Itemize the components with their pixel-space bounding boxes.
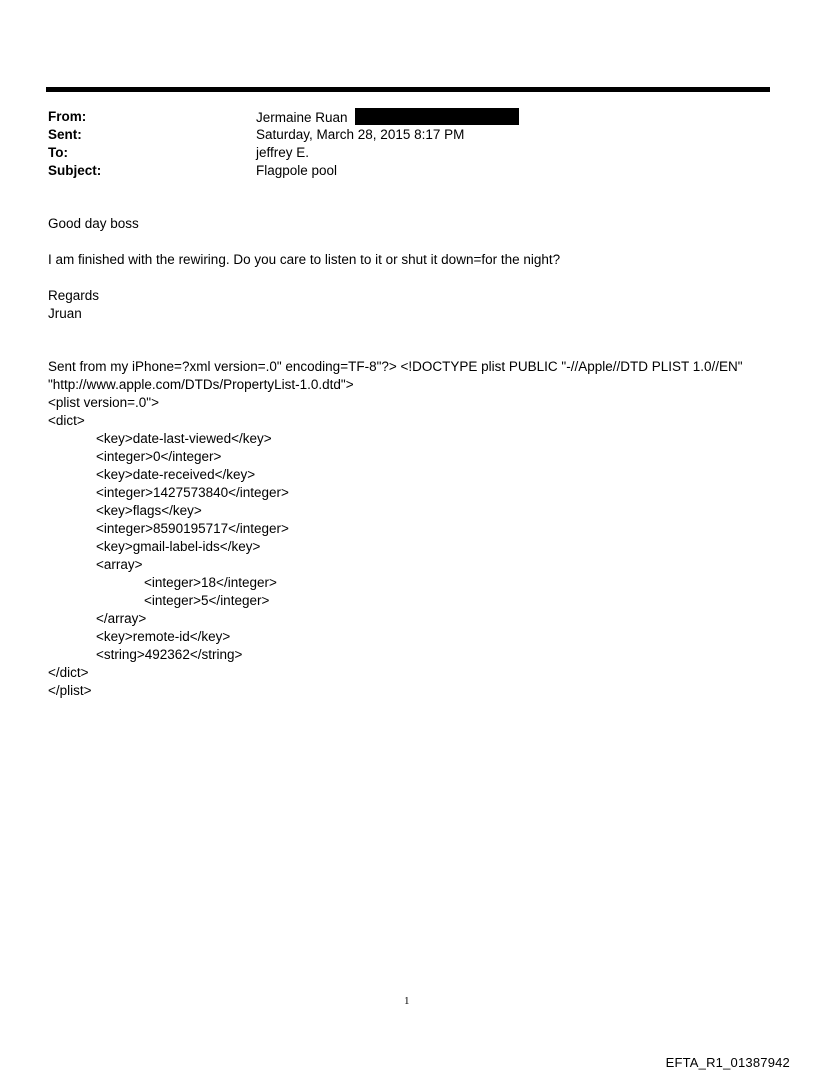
page-number: 1 bbox=[404, 995, 410, 1007]
plist-line: <key>flags</key> bbox=[96, 503, 202, 518]
plist-line: <key>remote-id</key> bbox=[96, 629, 231, 644]
plist-line: <plist version=.0"> bbox=[48, 395, 159, 410]
plist-line: "http://www.apple.com/DTDs/PropertyList-1.0.dtd"> bbox=[48, 377, 354, 392]
header-divider bbox=[46, 87, 770, 92]
closing-text: Regards bbox=[48, 288, 100, 303]
sent-value: Saturday, March 28, 2015 8:17 PM bbox=[256, 127, 465, 142]
signature-text: Jruan bbox=[48, 306, 82, 321]
plist-line: </dict> bbox=[48, 665, 89, 680]
from-value-wrapper bbox=[256, 108, 519, 127]
plist-line: <integer>1427573840</integer> bbox=[96, 485, 289, 500]
plist-line: <integer>0</integer> bbox=[96, 449, 222, 464]
subject-label: Subject: bbox=[48, 163, 102, 178]
plist-line: <integer>8590195717</integer> bbox=[96, 521, 289, 536]
plist-line: <key>date-received</key> bbox=[96, 467, 256, 482]
greeting-text: Good day boss bbox=[48, 216, 139, 231]
plist-line: <string>492362</string> bbox=[96, 647, 243, 662]
plist-line: <integer>18</integer> bbox=[144, 575, 277, 590]
email-body bbox=[48, 215, 768, 323]
from-value: Jermaine Ruan bbox=[256, 110, 348, 125]
from-label: From: bbox=[48, 109, 87, 124]
plist-block bbox=[48, 358, 768, 700]
to-label: To: bbox=[48, 145, 68, 160]
plist-line: <dict> bbox=[48, 413, 85, 428]
plist-line: <array> bbox=[96, 557, 143, 572]
to-value: jeffrey E. bbox=[256, 145, 310, 160]
sent-label: Sent: bbox=[48, 127, 82, 142]
plist-line: </plist> bbox=[48, 683, 92, 698]
plist-line: <integer>5</integer> bbox=[144, 593, 270, 608]
message-text: I am finished with the rewiring. Do you care to listen to it or shut it down=for the night? bbox=[48, 252, 561, 267]
plist-line: <key>date-last-viewed</key> bbox=[96, 431, 272, 446]
plist-line: <key>gmail-label-ids</key> bbox=[96, 539, 261, 554]
redaction-bar bbox=[355, 108, 519, 125]
plist-line: </array> bbox=[96, 611, 147, 626]
subject-value: Flagpole pool bbox=[256, 163, 338, 178]
document-id: EFTA_R1_01387942 bbox=[665, 1055, 790, 1070]
plist-line: Sent from my iPhone=?xml version=.0" encoding=TF-8"?> <!DOCTYPE plist PUBLIC "-//Apple//DTD PLIST 1.0//EN" bbox=[48, 359, 743, 374]
